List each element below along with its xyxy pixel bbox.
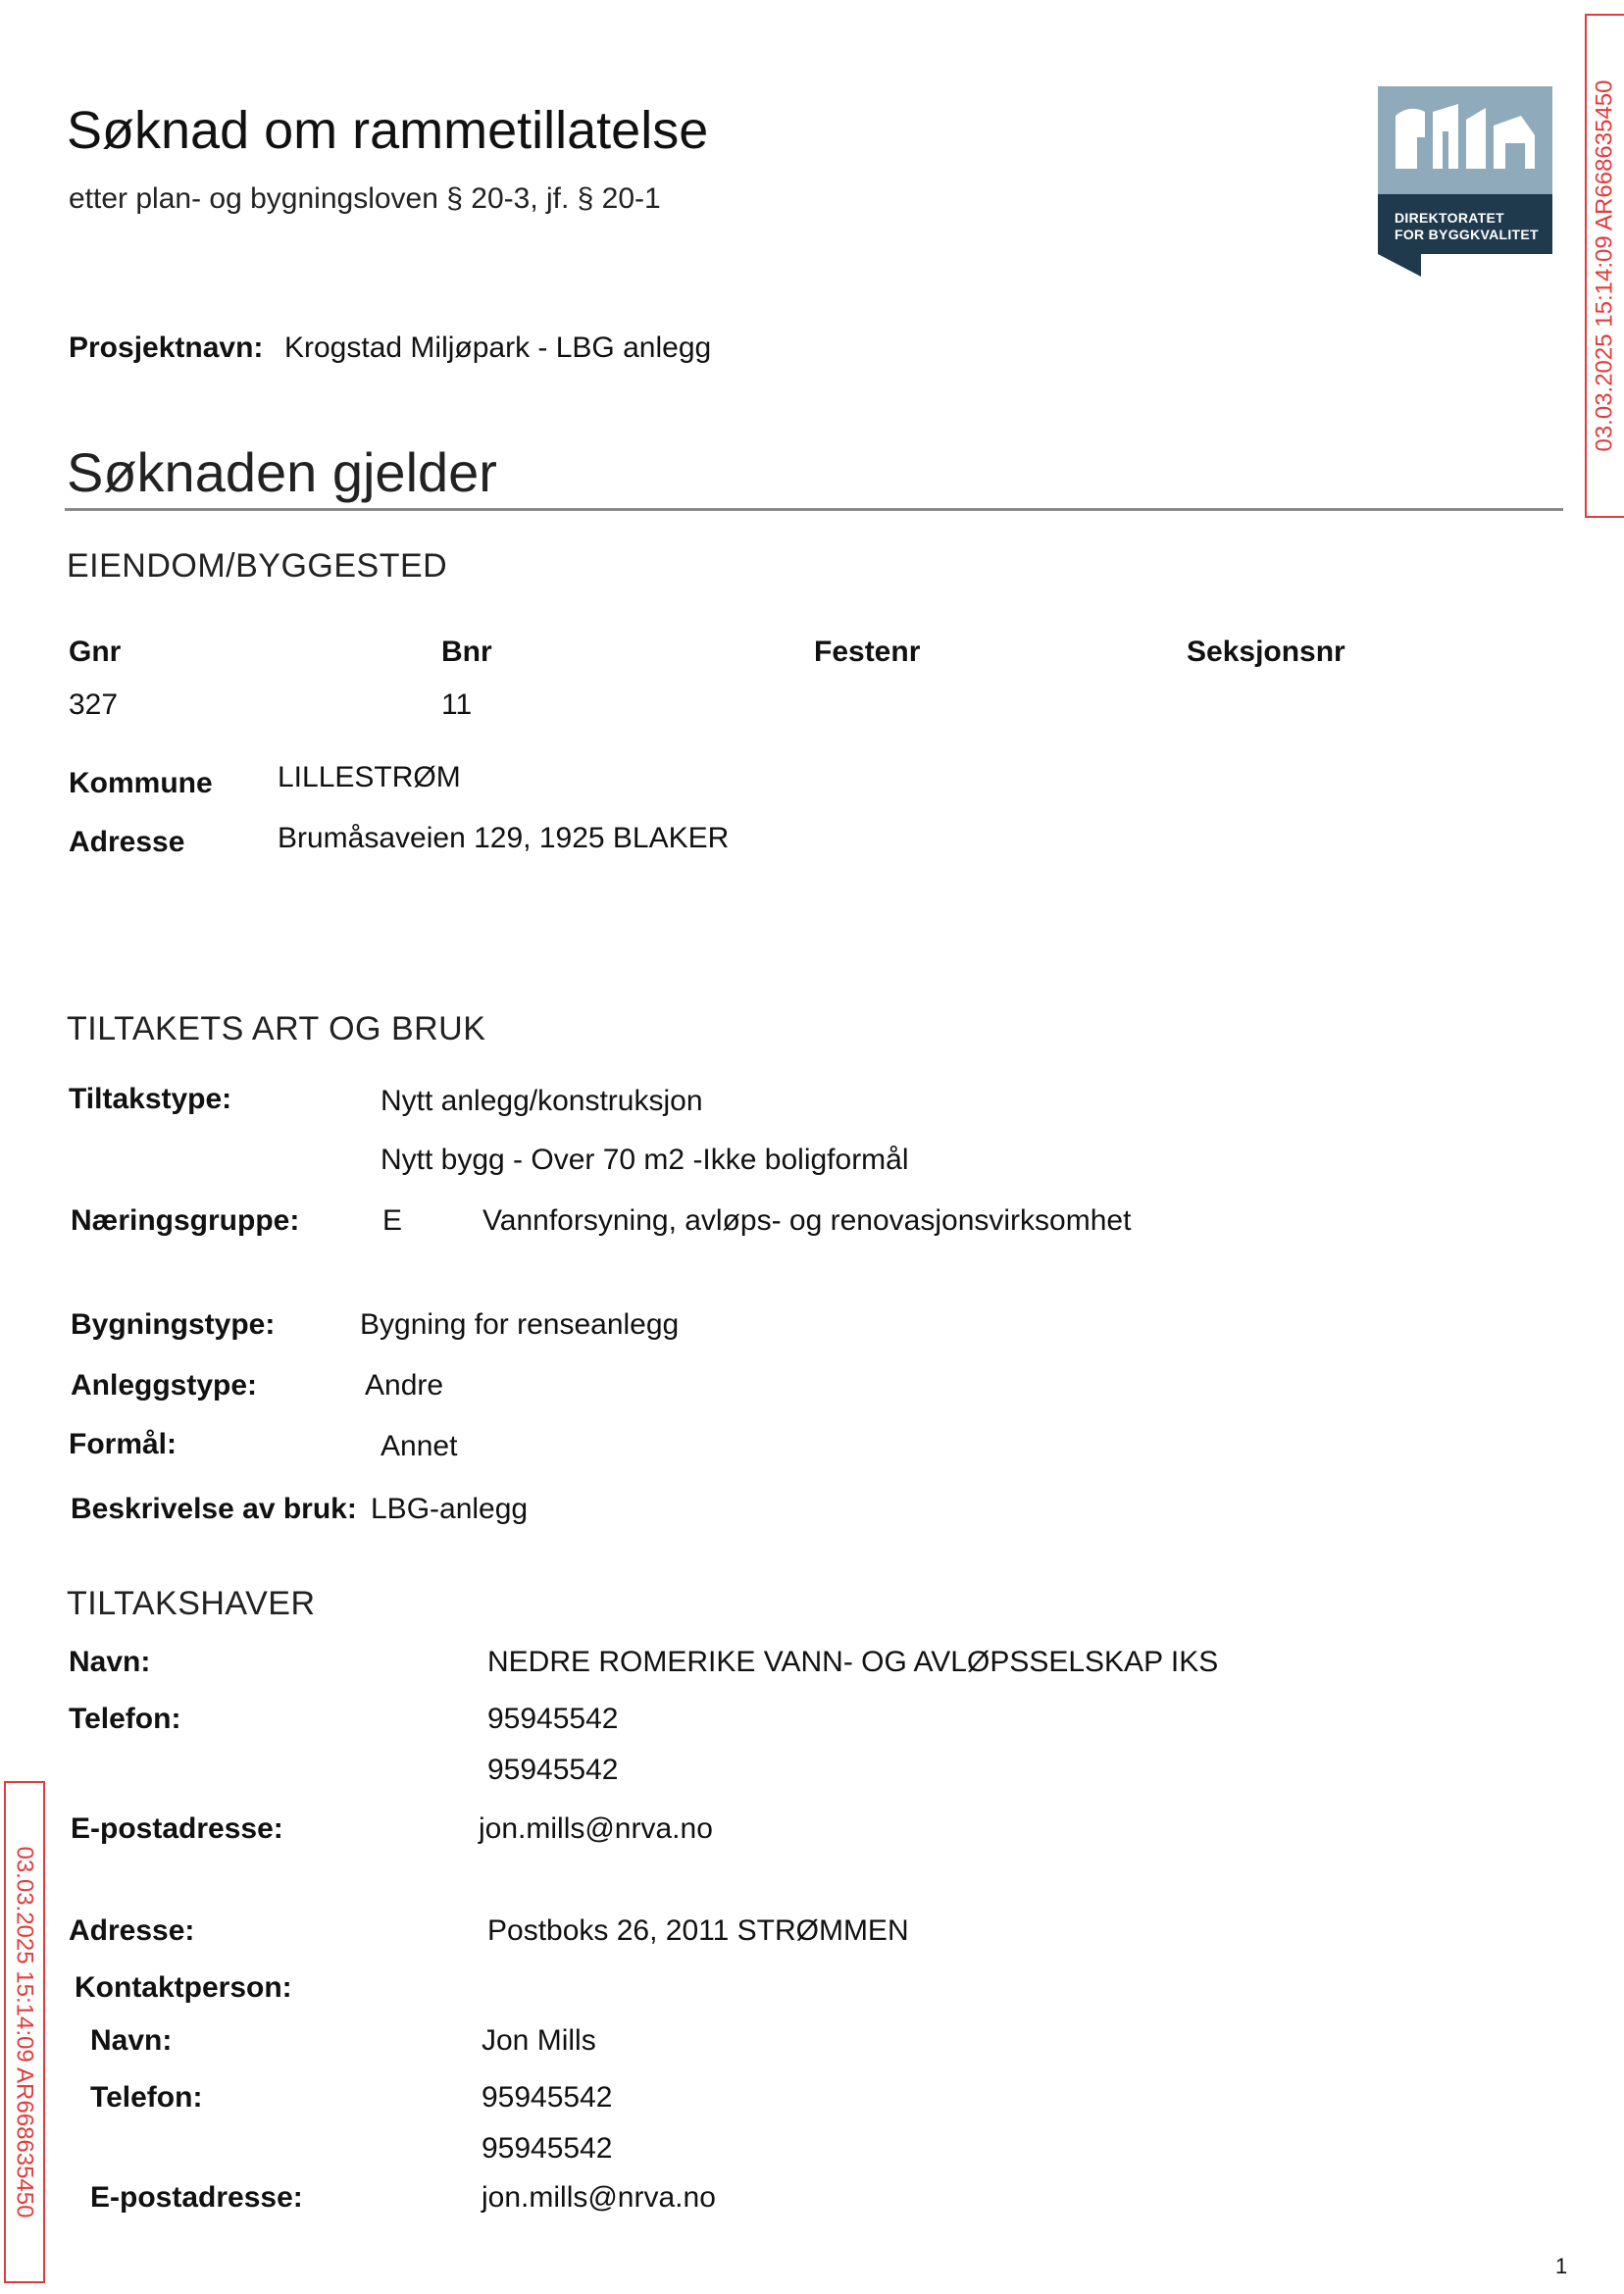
facility-type-label: Anleggstype: xyxy=(71,1369,258,1402)
applicant-email-label: E-postadresse: xyxy=(71,1812,283,1845)
contact-email-label: E-postadresse: xyxy=(90,2181,303,2214)
gnr-header: Gnr xyxy=(69,636,122,668)
contact-name-label: Navn: xyxy=(90,2024,173,2057)
municipality-label: Kommune xyxy=(69,767,213,799)
seksjonsnr-header: Seksjonsnr xyxy=(1187,636,1345,668)
contact-phone-2: 95945542 xyxy=(482,2132,613,2165)
section-title: Søknaden gjelder xyxy=(67,441,497,503)
applicant-name-value: NEDRE ROMERIKE VANN- OG AVLØPSSELSKAP IKS xyxy=(487,1646,1219,1678)
applicant-address-value: Postboks 26, 2011 STRØMMEN xyxy=(487,1914,909,1947)
address-label: Adresse xyxy=(69,826,185,858)
applicant-heading: TILTAKSHAVER xyxy=(67,1585,316,1622)
industry-name: Vannforsyning, avløps- og renovasjonsvirksomhet xyxy=(482,1204,1132,1237)
logo-caption-line1: DIREKTORATET xyxy=(1395,210,1504,226)
measure-type-2: Nytt bygg - Over 70 m2 -Ikke boligformål xyxy=(381,1144,909,1176)
receipt-stamp-top xyxy=(1585,14,1624,518)
applicant-email-value: jon.mills@nrva.no xyxy=(479,1812,713,1845)
facility-type-value: Andre xyxy=(365,1369,444,1402)
building-type-label: Bygningstype: xyxy=(71,1308,276,1341)
document-title: Søknad om rammetillatelse xyxy=(67,101,709,160)
festenr-header: Festenr xyxy=(814,636,921,668)
usage-value: LBG-anlegg xyxy=(371,1493,529,1525)
purpose-value: Annet xyxy=(381,1430,458,1462)
receipt-stamp-text: 03.03.2025 15:14:09 AR668635450 xyxy=(1592,79,1618,452)
contact-person-label: Kontaktperson: xyxy=(75,1971,292,2004)
property-heading: EIENDOM/BYGGESTED xyxy=(67,547,448,585)
bnr-value: 11 xyxy=(441,688,473,721)
applicant-address-label: Adresse: xyxy=(69,1914,195,1947)
purpose-label: Formål: xyxy=(69,1428,178,1460)
applicant-phone-label: Telefon: xyxy=(69,1703,181,1735)
logo-caption xyxy=(1395,210,1539,243)
project-label: Prosjektnavn: xyxy=(69,331,264,364)
industry-code: E xyxy=(382,1204,403,1237)
industry-label: Næringsgruppe: xyxy=(71,1204,300,1237)
receipt-stamp-text: 03.03.2025 15:14:09 AR668635450 xyxy=(12,1846,38,2218)
section-divider xyxy=(65,508,1563,511)
contact-name-value: Jon Mills xyxy=(482,2024,596,2057)
contact-phone-label: Telefon: xyxy=(90,2081,203,2114)
bnr-header: Bnr xyxy=(441,636,492,668)
gnr-value: 327 xyxy=(69,688,119,721)
receipt-stamp-left xyxy=(4,1781,45,2283)
building-type-value: Bygning for renseanlegg xyxy=(360,1308,680,1341)
address-value: Brumåsaveien 129, 1925 BLAKER xyxy=(278,822,730,854)
municipality-value: LILLESTRØM xyxy=(278,761,461,793)
contact-email-value: jon.mills@nrva.no xyxy=(482,2181,716,2214)
page-number: 1 xyxy=(1555,2254,1568,2278)
document-subtitle: etter plan- og bygningsloven § 20-3, jf. § 20-1 xyxy=(69,182,661,215)
applicant-phone-1: 95945542 xyxy=(487,1703,619,1735)
measure-heading: TILTAKETS ART OG BRUK xyxy=(67,1010,486,1047)
measure-type-1: Nytt anlegg/konstruksjon xyxy=(381,1085,703,1117)
measure-type-label: Tiltakstype: xyxy=(69,1083,232,1115)
contact-phone-1: 95945542 xyxy=(482,2081,613,2114)
project-value: Krogstad Miljøpark - LBG anlegg xyxy=(284,331,712,364)
dibk-logo xyxy=(1378,86,1552,277)
logo-caption-line2: FOR BYGGKVALITET xyxy=(1395,227,1539,242)
applicant-name-label: Navn: xyxy=(69,1646,151,1678)
applicant-phone-2: 95945542 xyxy=(487,1754,619,1786)
usage-label: Beskrivelse av bruk: xyxy=(71,1493,357,1525)
